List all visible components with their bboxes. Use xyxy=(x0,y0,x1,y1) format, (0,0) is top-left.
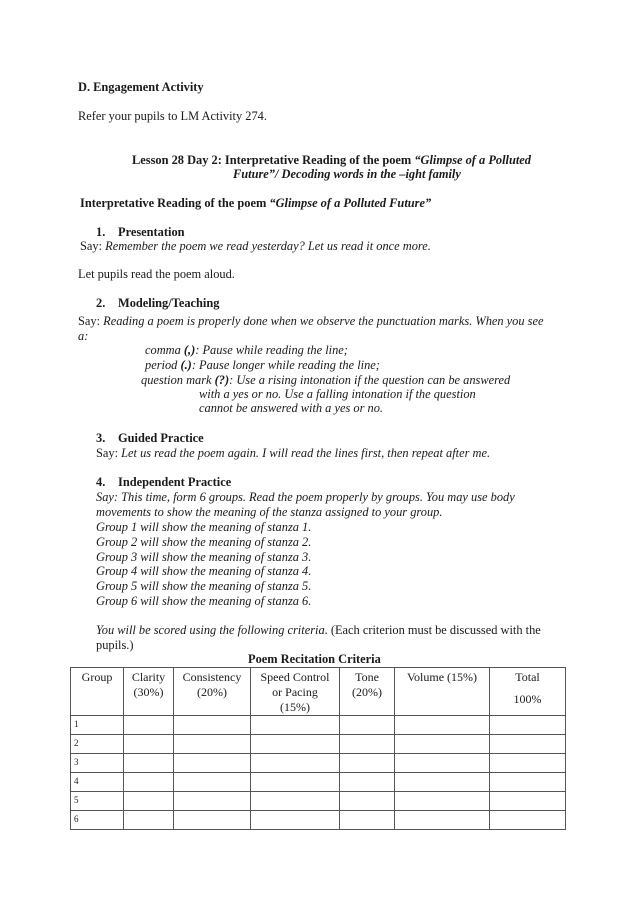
score-cell xyxy=(124,754,174,773)
score-cell xyxy=(124,811,174,830)
score-cell xyxy=(395,735,490,754)
engagement-heading: D. Engagement Activity xyxy=(78,80,204,94)
score-cell xyxy=(124,716,174,735)
score-cell xyxy=(340,792,395,811)
row-number: 3 xyxy=(71,754,124,773)
score-cell xyxy=(251,773,340,792)
row-number: 5 xyxy=(71,792,124,811)
independent-line-2: movements to show the meaning of the stanza assigned to your group. xyxy=(96,505,443,519)
score-cell xyxy=(340,754,395,773)
modeling-say-line-1: Say: Reading a poem is properly done when we observe the punctuation marks. When you see xyxy=(78,314,544,328)
table-header-row xyxy=(71,668,566,716)
question-mark-rule-line-2: with a yes or no. Use a falling intonation if the question xyxy=(199,387,476,401)
group-assignment: Group 6 will show the meaning of stanza 6. xyxy=(96,594,312,608)
header-speed-control: Speed Control or Pacing (15%) xyxy=(251,668,340,716)
question-mark-rule: question mark (?): Use a rising intonation if the question can be answered xyxy=(141,373,511,387)
group-assignment: Group 2 will show the meaning of stanza 2. xyxy=(96,535,312,549)
score-cell xyxy=(251,792,340,811)
modeling-heading: 2. Modeling/Teaching xyxy=(96,296,220,310)
score-cell xyxy=(251,754,340,773)
score-cell xyxy=(174,716,251,735)
header-tone: Tone (20%) xyxy=(340,668,395,716)
row-number: 4 xyxy=(71,773,124,792)
header-total: Total 100% xyxy=(490,668,566,716)
lesson-title-line-1: Lesson 28 Day 2: Interpretative Reading of the poem “Glimpse of a Polluted xyxy=(132,153,531,167)
period-rule: period (.): Pause longer while reading the line; xyxy=(145,358,380,372)
presentation-heading: 1. Presentation xyxy=(96,225,185,239)
question-mark-rule-line-3: cannot be answered with a yes or no. xyxy=(199,401,384,415)
score-cell xyxy=(124,735,174,754)
group-assignment: Group 1 will show the meaning of stanza 1. xyxy=(96,520,312,534)
header-consistency: Consistency (20%) xyxy=(174,668,251,716)
score-cell xyxy=(174,735,251,754)
engagement-refer: Refer your pupils to LM Activity 274. xyxy=(78,109,267,123)
table-row xyxy=(71,792,566,811)
score-cell xyxy=(490,735,566,754)
table-row xyxy=(71,716,566,735)
table-row xyxy=(71,773,566,792)
header-volume: Volume (15%) xyxy=(395,668,490,716)
score-cell xyxy=(490,773,566,792)
comma-rule: comma (,): Pause while reading the line; xyxy=(145,343,348,357)
score-cell xyxy=(124,773,174,792)
score-cell xyxy=(395,754,490,773)
score-cell xyxy=(340,773,395,792)
criteria-intro: You will be scored using the following criteria. (Each criterion must be discussed with the xyxy=(96,623,541,637)
guided-heading: 3. Guided Practice xyxy=(96,431,204,445)
score-cell xyxy=(340,811,395,830)
row-number: 2 xyxy=(71,735,124,754)
score-cell xyxy=(395,811,490,830)
score-cell xyxy=(395,716,490,735)
score-cell xyxy=(490,716,566,735)
score-cell xyxy=(174,754,251,773)
section-heading: Interpretative Reading of the poem “Glimpse of a Polluted Future” xyxy=(80,196,432,210)
score-cell xyxy=(251,716,340,735)
score-cell xyxy=(174,773,251,792)
score-cell xyxy=(490,754,566,773)
presentation-instruction: Let pupils read the poem aloud. xyxy=(78,267,235,281)
table-title: Poem Recitation Criteria xyxy=(248,652,381,666)
group-assignment: Group 4 will show the meaning of stanza 4. xyxy=(96,564,312,578)
score-cell xyxy=(395,773,490,792)
score-cell xyxy=(395,792,490,811)
score-cell xyxy=(174,811,251,830)
row-number: 1 xyxy=(71,716,124,735)
table-row xyxy=(71,811,566,830)
guided-say: Say: Let us read the poem again. I will read the lines first, then repeat after me. xyxy=(96,446,491,460)
score-cell xyxy=(124,792,174,811)
criteria-table xyxy=(70,667,566,830)
score-cell xyxy=(251,735,340,754)
row-number: 6 xyxy=(71,811,124,830)
presentation-say: Say: Remember the poem we read yesterday? Let us read it once more. xyxy=(80,239,431,253)
group-assignment: Group 3 will show the meaning of stanza 3. xyxy=(96,550,312,564)
score-cell xyxy=(251,811,340,830)
criteria-intro-line-2: pupils.) xyxy=(96,638,134,652)
independent-line-1: Say: This time, form 6 groups. Read the poem properly by groups. You may use body xyxy=(96,490,515,504)
score-cell xyxy=(490,811,566,830)
header-clarity: Clarity (30%) xyxy=(124,668,174,716)
modeling-say-line-2: a: xyxy=(78,329,89,343)
score-cell xyxy=(490,792,566,811)
score-cell xyxy=(174,792,251,811)
group-assignment: Group 5 will show the meaning of stanza 5. xyxy=(96,579,312,593)
table-row xyxy=(71,735,566,754)
lesson-title-line-2: Future”/ Decoding words in the –ight family xyxy=(233,167,461,181)
table-row xyxy=(71,754,566,773)
score-cell xyxy=(340,716,395,735)
independent-heading: 4. Independent Practice xyxy=(96,475,232,489)
score-cell xyxy=(340,735,395,754)
header-group: Group xyxy=(71,668,124,716)
